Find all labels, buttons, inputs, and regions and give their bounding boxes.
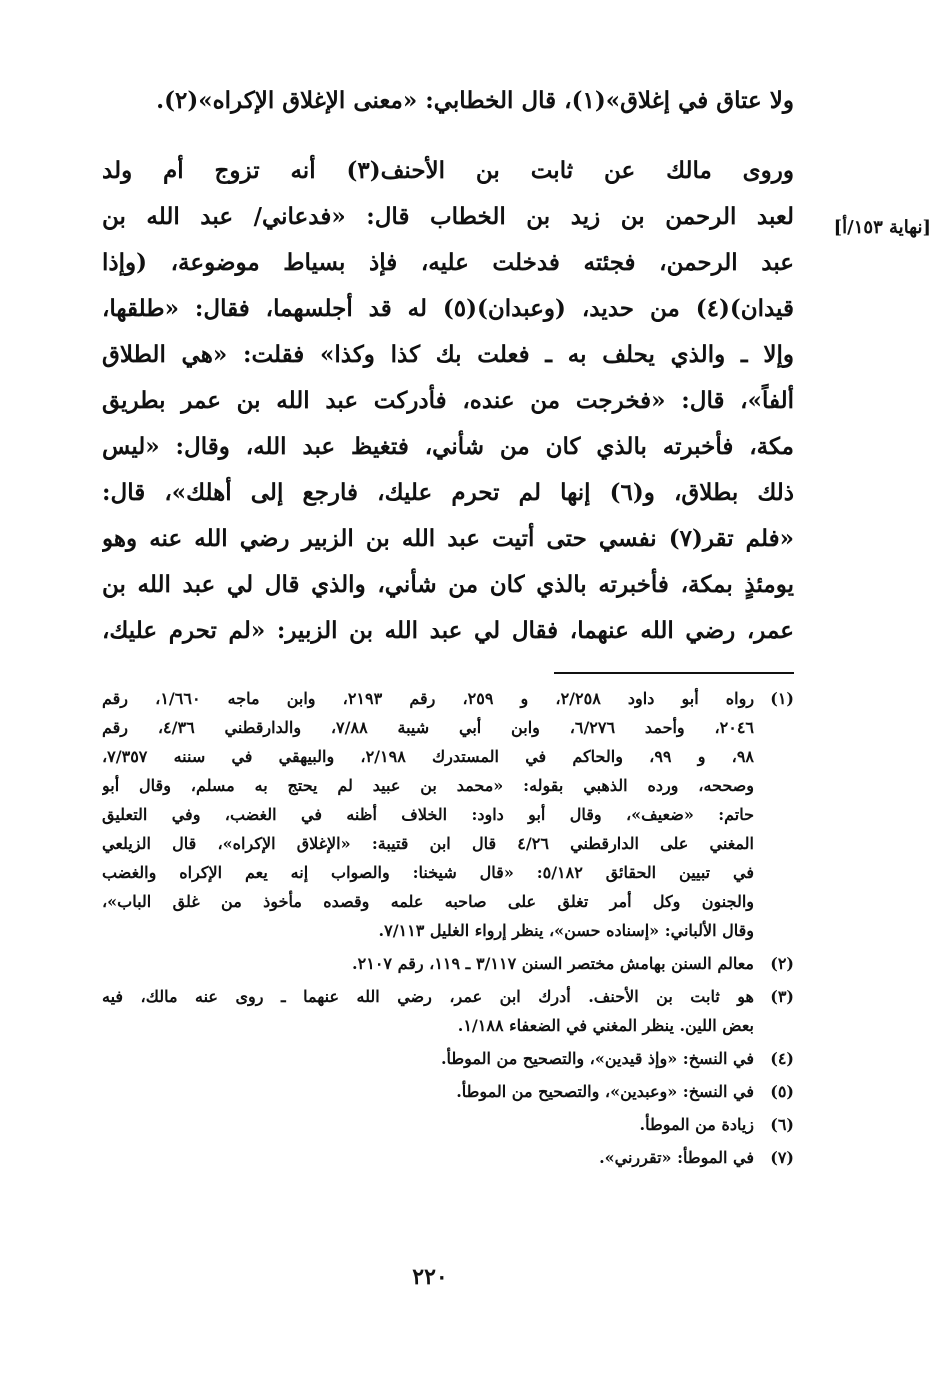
main-text-line: مكة، فأخبرته بالذي كان من شأني، فتغيظ عبد الله، وقال: «ليس — [102, 433, 794, 460]
manuscript-folio-marker: [نهاية ١٥٣/أ] — [833, 217, 931, 238]
footnote-line: زيادة من الموطأ. — [639, 1115, 754, 1134]
main-text-line: وإلا ـ والذي يحلف به ـ فعلت بك كذا وكذا» فقلت: «هي الطلاق — [102, 341, 794, 368]
main-text — [102, 78, 794, 654]
main-text-line: لعبد الرحمن بن زيد بن الخطاب قال: «فدعاني/ عبد الله بن — [102, 203, 794, 230]
footnote-6 — [102, 1110, 794, 1139]
page-number: ٢٢٠ — [412, 1264, 448, 1290]
footnote-line: حاتم: «ضعيف»، وقال أبو داود: الخلاف أظنه في الغضب، وفي التعليق — [102, 805, 754, 824]
footnote-1 — [102, 684, 794, 945]
footnote-number: (٦) — [770, 1115, 794, 1134]
main-text-line: «فلم تقر(٧) نفسي حتى أتيت عبد الله بن الزبير رضي الله عنه وهو — [102, 525, 794, 552]
footnote-2 — [102, 949, 794, 978]
footnote-line: ٢٠٤٦، وأحمد ٦/٢٧٦، وابن أبي شيبة ٧/٨٨، والدارقطني ٤/٣٦، رقم — [102, 718, 754, 737]
footnote-line: في النسخ: «وإذ قيدين»، والتصحيح من الموطأ. — [440, 1049, 754, 1068]
footnote-line: في النسخ: «وعبدين»، والتصحيح من الموطأ. — [456, 1082, 754, 1101]
footnote-number: (٧) — [770, 1148, 794, 1167]
footnote-line: رواه أبو داود ٢/٢٥٨، و ٢٥٩، رقم ٢١٩٣، وابن ماجه ١/٦٦٠، رقم — [102, 689, 754, 708]
main-text-line: وروى مالك عن ثابت بن الأحنف(٣) أنه تزوج أم ولد — [102, 157, 794, 184]
main-text-line: ولا عتاق في إغلاق»(١)، قال الخطابي: «معنى الإغلاق الإكراه»(٢). — [156, 87, 794, 114]
footnote-number: (٥) — [770, 1082, 794, 1101]
footnote-line: وقال الألباني: «إسناده حسن»، ينظر إرواء الغليل ٧/١١٣. — [378, 921, 754, 940]
footnote-number: (٢) — [770, 954, 794, 973]
footnote-number: (٣) — [770, 987, 794, 1006]
footnote-line: ٩٨، و ٩٩، والحاكم في المستدرك ٢/١٩٨، والبيهقي في سننه ٧/٣٥٧، — [102, 747, 754, 766]
footnote-line: في الموطأ: «تقررني». — [599, 1148, 754, 1167]
footnote-line: هو ثابت بن الأحنف. أدرك ابن عمر، رضي الله عنهما ـ روى عنه مالك، فيه — [102, 987, 754, 1006]
footnote-5 — [102, 1077, 794, 1106]
main-text-line: يومئذٍ بمكة، فأخبرته بالذي كان من شأني، والذي قال لي عبد الله بن — [102, 571, 794, 598]
footnote-3 — [102, 982, 794, 1040]
footnote-number: (١) — [770, 689, 794, 708]
footnote-line: المغني على الدارقطني ٤/٢٦ قال ابن قتيبة: «الإغلاق الإكراه»، قال الزيلعي — [102, 834, 754, 853]
main-text-line: قيدان)(٤) من حديد، (وعبدان)(٥) له قد أجلسهما، فقال: «طلقها، — [102, 295, 794, 322]
main-text-line: ذلك بطلاق، و(٦) إنها لم تحرم عليك، فارجع إلى أهلك»، قال: — [102, 479, 794, 506]
main-text-line: عبد الرحمن، فجئته فدخلت عليه، فإذ بسياط موضوعة، (وإذا — [102, 249, 794, 276]
footnote-separator — [554, 672, 794, 674]
footnote-7 — [102, 1143, 794, 1172]
footnote-4 — [102, 1044, 794, 1073]
footnote-line: وصححه، ورده الذهبي بقوله: «محمد بن عبيد لم يحتج به مسلم، وقال أبو — [102, 776, 754, 795]
main-text-line: عمر، رضي الله عنهما، فقال لي عبد الله بن الزبير: «لم تحرم عليك، — [102, 617, 794, 644]
footnote-line: في تبيين الحقائق ٥/١٨٢: «قال شيخنا: والصواب إنه يعم الإكراه والغضب — [102, 863, 754, 882]
footnotes — [102, 684, 794, 1176]
footnote-line: والجنون وكل أمر تغلق على صاحبه علمه وقصده مأخوذ من غلق الباب»، — [102, 892, 754, 911]
footnote-number: (٤) — [770, 1049, 794, 1068]
footnote-line: معالم السنن بهامش مختصر السنن ٣/١١٧ ـ ١١٩، رقم ٢١٠٧. — [352, 954, 754, 973]
footnote-line: بعض اللين. ينظر المغني في الضعفاء ١/١٨٨. — [457, 1016, 754, 1035]
main-text-line: ألفاً»، قال: «فخرجت من عنده، فأدركت عبد الله بن عمر بطريق — [102, 387, 794, 414]
paragraph-gap — [102, 124, 794, 148]
